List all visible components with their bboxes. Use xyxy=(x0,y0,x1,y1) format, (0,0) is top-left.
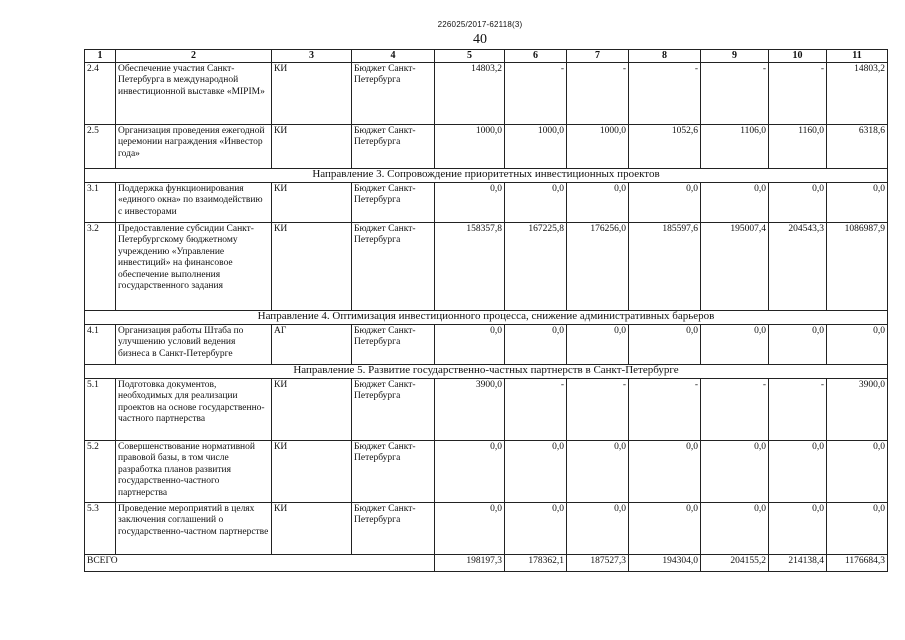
amount-cell: - xyxy=(629,378,701,440)
amount-cell: 167225,8 xyxy=(505,222,567,310)
amount-cell: 0,0 xyxy=(827,324,888,364)
total-amount-cell: 204155,2 xyxy=(701,554,769,571)
executor: КИ xyxy=(272,440,352,502)
funding-source: Бюджет Санкт-Петербурга xyxy=(352,378,435,440)
funding-source: Бюджет Санкт-Петербурга xyxy=(352,182,435,222)
table-row xyxy=(85,62,888,124)
item-name: Подготовка документов, необходимых для реализации проектов на основе государственно-частного партнерства xyxy=(116,378,272,440)
amount-cell: 0,0 xyxy=(769,502,827,554)
item-code: 5.1 xyxy=(85,378,116,440)
page-number: 40 xyxy=(473,32,487,47)
item-name: Совершенствование нормативной правовой базы, в том числе разработка планов развития государственно-частного партнерства xyxy=(116,440,272,502)
funding-source: Бюджет Санкт-Петербурга xyxy=(352,222,435,310)
amount-cell: 0,0 xyxy=(827,440,888,502)
table-row xyxy=(85,222,888,310)
column-header: 10 xyxy=(769,50,827,63)
amount-cell: 0,0 xyxy=(567,182,629,222)
table-row xyxy=(85,324,888,364)
column-header: 6 xyxy=(505,50,567,63)
table-row xyxy=(85,124,888,168)
amount-cell: 158357,8 xyxy=(435,222,505,310)
total-row xyxy=(85,554,888,571)
amount-cell: 0,0 xyxy=(769,324,827,364)
item-name: Проведение мероприятий в целях заключения соглашений о государственно-частном партнерстве xyxy=(116,502,272,554)
direction-heading: Направление 5. Развитие государственно-частных партнерств в Санкт-Петербурге xyxy=(85,364,888,378)
item-code: 4.1 xyxy=(85,324,116,364)
amount-cell: 0,0 xyxy=(701,324,769,364)
column-header: 1 xyxy=(85,50,116,63)
item-name: Организация работы Штаба по улучшению условий ведения бизнеса в Санкт-Петербурге xyxy=(116,324,272,364)
amount-cell: 0,0 xyxy=(505,324,567,364)
table-header-row xyxy=(85,50,888,63)
direction-heading-row xyxy=(85,310,888,324)
amount-cell: 0,0 xyxy=(435,324,505,364)
amount-cell: 0,0 xyxy=(827,502,888,554)
amount-cell: 0,0 xyxy=(769,182,827,222)
amount-cell: 1086987,9 xyxy=(827,222,888,310)
total-amount-cell: 178362,1 xyxy=(505,554,567,571)
amount-cell: 0,0 xyxy=(827,182,888,222)
amount-cell: - xyxy=(505,378,567,440)
amount-cell: 0,0 xyxy=(567,440,629,502)
table-row xyxy=(85,378,888,440)
amount-cell: 0,0 xyxy=(505,182,567,222)
total-amount-cell: 1176684,3 xyxy=(827,554,888,571)
item-code: 2.5 xyxy=(85,124,116,168)
total-label: ВСЕГО xyxy=(85,554,435,571)
document-id: 226025/2017-62118(3) xyxy=(437,20,523,29)
executor: КИ xyxy=(272,378,352,440)
funding-source: Бюджет Санкт-Петербурга xyxy=(352,440,435,502)
column-header: 11 xyxy=(827,50,888,63)
budget-table xyxy=(84,49,888,572)
executor: КИ xyxy=(272,124,352,168)
amount-cell: 0,0 xyxy=(435,182,505,222)
amount-cell: 176256,0 xyxy=(567,222,629,310)
funding-source: Бюджет Санкт-Петербурга xyxy=(352,324,435,364)
total-amount-cell: 198197,3 xyxy=(435,554,505,571)
amount-cell: 0,0 xyxy=(629,502,701,554)
direction-heading-row xyxy=(85,364,888,378)
amount-cell: - xyxy=(701,62,769,124)
amount-cell: 1160,0 xyxy=(769,124,827,168)
item-code: 2.4 xyxy=(85,62,116,124)
item-code: 3.1 xyxy=(85,182,116,222)
amount-cell: 0,0 xyxy=(629,440,701,502)
amount-cell: - xyxy=(629,62,701,124)
amount-cell: 0,0 xyxy=(769,440,827,502)
amount-cell: 1000,0 xyxy=(505,124,567,168)
direction-heading-row xyxy=(85,168,888,182)
column-header: 5 xyxy=(435,50,505,63)
amount-cell: - xyxy=(567,62,629,124)
amount-cell: 0,0 xyxy=(629,182,701,222)
amount-cell: 1106,0 xyxy=(701,124,769,168)
table-row xyxy=(85,440,888,502)
executor: КИ xyxy=(272,502,352,554)
item-code: 5.2 xyxy=(85,440,116,502)
amount-cell: - xyxy=(769,62,827,124)
amount-cell: 6318,6 xyxy=(827,124,888,168)
amount-cell: 1000,0 xyxy=(567,124,629,168)
amount-cell: 14803,2 xyxy=(435,62,505,124)
executor: КИ xyxy=(272,222,352,310)
column-header: 2 xyxy=(116,50,272,63)
amount-cell: 0,0 xyxy=(701,182,769,222)
amount-cell: 3900,0 xyxy=(827,378,888,440)
direction-heading: Направление 3. Сопровождение приоритетных инвестиционных проектов xyxy=(85,168,888,182)
amount-cell: 3900,0 xyxy=(435,378,505,440)
total-amount-cell: 214138,4 xyxy=(769,554,827,571)
executor: КИ xyxy=(272,182,352,222)
amount-cell: 0,0 xyxy=(701,440,769,502)
amount-cell: 0,0 xyxy=(505,502,567,554)
column-header: 3 xyxy=(272,50,352,63)
amount-cell: 1000,0 xyxy=(435,124,505,168)
amount-cell: 0,0 xyxy=(629,324,701,364)
amount-cell: 195007,4 xyxy=(701,222,769,310)
amount-cell: 14803,2 xyxy=(827,62,888,124)
amount-cell: 0,0 xyxy=(435,502,505,554)
item-name: Предоставление субсидии Санкт-Петербургскому бюджетному учреждению «Управление инвестиций» на финансовое обеспечение выполнения государственного задания xyxy=(116,222,272,310)
column-header: 9 xyxy=(701,50,769,63)
item-name: Обеспечение участия Санкт-Петербурга в международной инвестиционной выставке «MIPIM» xyxy=(116,62,272,124)
table-row xyxy=(85,502,888,554)
amount-cell: 0,0 xyxy=(701,502,769,554)
item-name: Организация проведения ежегодной церемонии награждения «Инвестор года» xyxy=(116,124,272,168)
amount-cell: 0,0 xyxy=(567,324,629,364)
total-amount-cell: 187527,3 xyxy=(567,554,629,571)
table-row xyxy=(85,182,888,222)
item-name: Поддержка функционирования «единого окна» по взаимодействию с инвесторами xyxy=(116,182,272,222)
funding-source: Бюджет Санкт-Петербурга xyxy=(352,124,435,168)
item-code: 5.3 xyxy=(85,502,116,554)
funding-source: Бюджет Санкт-Петербурга xyxy=(352,502,435,554)
column-header: 4 xyxy=(352,50,435,63)
column-header: 7 xyxy=(567,50,629,63)
amount-cell: 1052,6 xyxy=(629,124,701,168)
amount-cell: - xyxy=(567,378,629,440)
amount-cell: 204543,3 xyxy=(769,222,827,310)
amount-cell: 185597,6 xyxy=(629,222,701,310)
amount-cell: 0,0 xyxy=(435,440,505,502)
amount-cell: - xyxy=(701,378,769,440)
total-amount-cell: 194304,0 xyxy=(629,554,701,571)
amount-cell: - xyxy=(769,378,827,440)
column-header: 8 xyxy=(629,50,701,63)
funding-source: Бюджет Санкт-Петербурга xyxy=(352,62,435,124)
amount-cell: 0,0 xyxy=(567,502,629,554)
amount-cell: 0,0 xyxy=(505,440,567,502)
executor: КИ xyxy=(272,62,352,124)
item-code: 3.2 xyxy=(85,222,116,310)
executor: АГ xyxy=(272,324,352,364)
amount-cell: - xyxy=(505,62,567,124)
direction-heading: Направление 4. Оптимизация инвестиционного процесса, снижение административных барьеров xyxy=(85,310,888,324)
